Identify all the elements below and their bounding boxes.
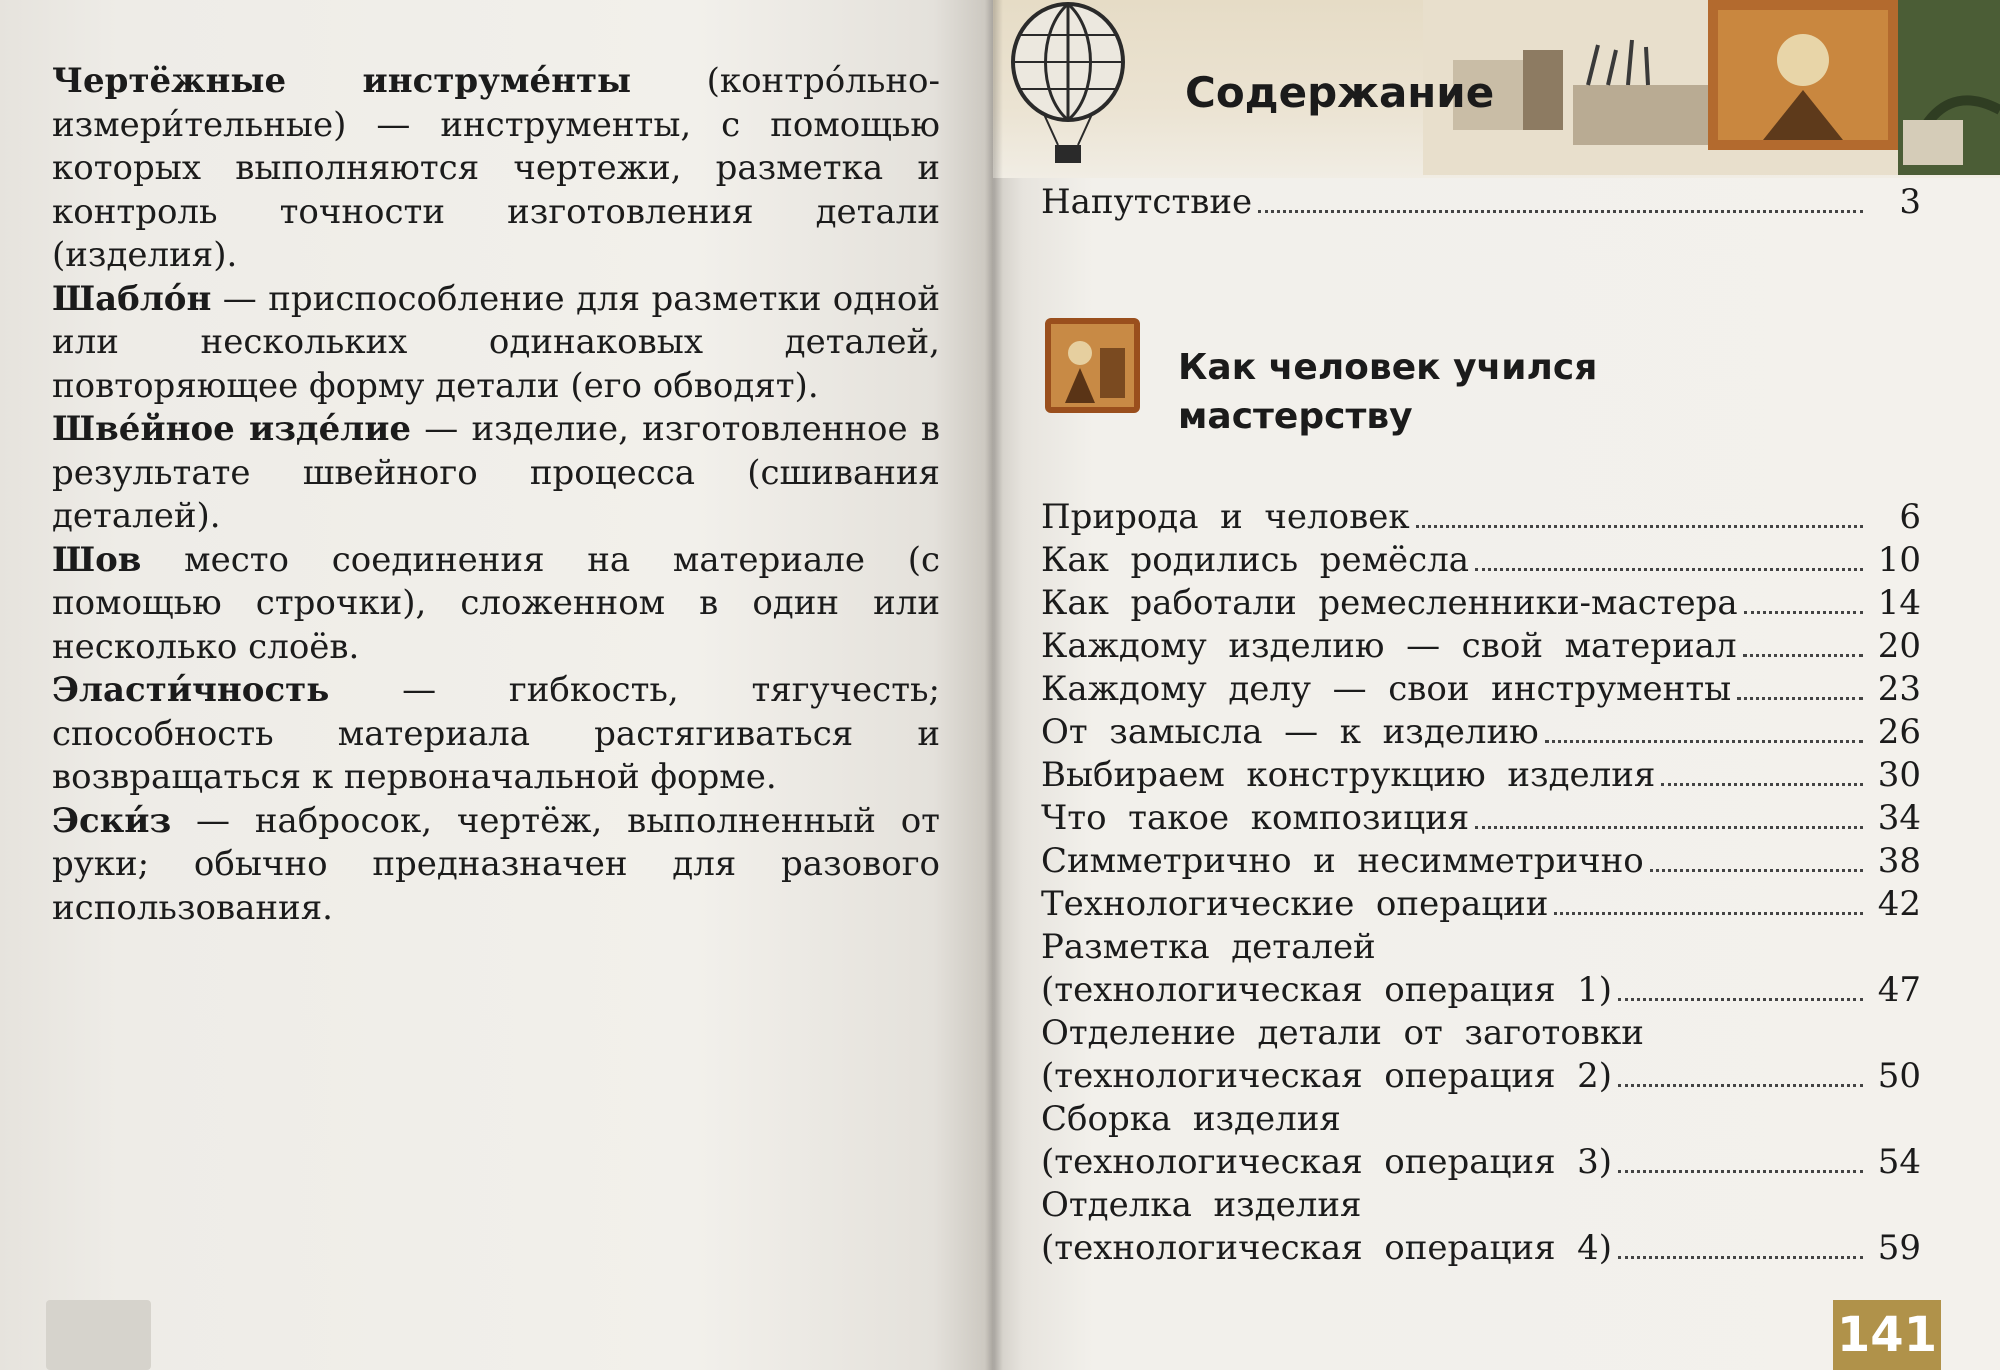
section-illustration-icon [1045,318,1140,413]
toc-row[interactable] [1041,1013,1921,1057]
toc-page-number: 3 [1899,182,1921,222]
toc-row[interactable] [1041,798,1921,842]
toc-title: Напутствие [1041,182,1253,222]
book-gutter [985,0,1003,1370]
toc-title: Отделение детали от заготовки [1041,1013,1644,1053]
toc-leader-dots [1737,696,1863,700]
toc-title: (технологическая операция 2) [1041,1056,1613,1096]
toc-title: Разметка деталей [1041,927,1376,967]
glossary-term: Эласти́чность [52,670,330,710]
section-title-line: мастерству [1178,396,1413,437]
toc-title: Как родились ремёсла [1041,540,1470,580]
toc-row[interactable] [1041,970,1921,1014]
toc-title: (технологическая операция 1) [1041,970,1613,1010]
toc-leader-dots [1618,997,1863,1001]
toc-page-number: 23 [1877,669,1921,709]
toc-page-number: 26 [1877,712,1921,752]
toc-leader-dots [1618,1169,1863,1173]
toc-page-number: 50 [1877,1056,1921,1096]
hot-air-balloon-icon [1003,0,1133,170]
glossary-definition: — гибкость, тягучесть; способность материала растягиваться и возвращаться к первоначальной форме. [52,670,940,797]
glossary-entry [52,539,940,670]
glossary-term: Шве́йное изде́лие [52,409,412,449]
toc-title: От замысла — к изделию [1041,712,1539,752]
toc-page-number: 38 [1877,841,1921,881]
toc-leader-dots [1618,1255,1863,1259]
craftsman-collage-image [1423,0,2000,175]
toc-spacer [1650,1043,1863,1044]
toc-page-number: 54 [1877,1142,1921,1182]
toc-row[interactable] [1041,497,1921,541]
toc-leader-dots [1618,1083,1863,1087]
toc-page-number: 42 [1877,884,1921,924]
toc-title: (технологическая операция 3) [1041,1142,1613,1182]
section-title [1178,343,1597,441]
toc-title: Симметрично и несимметрично [1041,841,1644,881]
toc-row[interactable] [1041,626,1921,670]
glossary-term: Шов [52,539,142,580]
toc-leader-dots [1661,782,1863,786]
glossary [52,60,940,930]
glossary-entry [52,408,940,539]
right-page [993,0,2000,1370]
toc-row[interactable] [1041,1056,1921,1100]
toc-title: Сборка изделия [1041,1099,1341,1139]
toc-title: Каждому изделию — свой материал [1041,626,1737,666]
glossary-entry [52,278,940,409]
toc-leader-dots [1475,825,1863,829]
toc-spacer [1347,1129,1863,1130]
toc-title: Отделка изделия [1041,1185,1362,1225]
glossary-definition: (контро́льно-измери́тельные) — инструменты, с помощью которых выполняются чертежи, разметка и контроль точности изготовления детали (изделия). [52,61,940,275]
toc-leader-dots [1744,610,1863,614]
glossary-definition: — изделие, изготовленное в результате швейного процесса (сшивания деталей). [52,409,940,536]
toc-row[interactable] [1041,1185,1921,1229]
toc-page-number: 10 [1877,540,1921,580]
toc-leader-dots [1416,524,1863,528]
toc-page-number: 20 [1877,626,1921,666]
glossary-entry [52,60,940,278]
toc-title: Что такое композиция [1041,798,1470,838]
toc-title: Технологические операции [1041,884,1549,924]
toc-title: Как работали ремесленники-мастера [1041,583,1738,623]
toc-page-number: 30 [1877,755,1921,795]
toc-leader-dots [1554,911,1863,915]
toc-row[interactable] [1041,540,1921,584]
toc-title: Каждому делу — свои инструменты [1041,669,1732,709]
toc-title: (технологическая операция 4) [1041,1228,1613,1268]
toc-row[interactable] [1041,755,1921,799]
toc-row[interactable] [1041,1228,1921,1272]
toc-leader-dots [1650,868,1863,872]
toc-title: Выбираем конструкцию изделия [1041,755,1656,795]
toc-leader-dots [1545,739,1863,743]
toc-row[interactable] [1041,669,1921,713]
toc-row[interactable] [1041,841,1921,885]
glossary-definition: — приспособление для разметки одной или нескольких одинаковых деталей, повторяющее форму детали (его обводят). [52,278,940,406]
section-title-line: Как человек учился [1178,347,1598,388]
toc-page-number: 6 [1899,497,1921,537]
page-corner-decoration [46,1300,151,1370]
toc-leader-dots [1475,567,1863,571]
page-number-badge: 141 [1833,1300,1941,1370]
toc-spacer [1382,957,1863,958]
toc-page-number: 34 [1877,798,1921,838]
toc-leader-dots [1258,209,1863,213]
toc-page-number: 59 [1877,1228,1921,1268]
toc-page-number: 14 [1877,583,1921,623]
toc-row-intro[interactable] [1041,182,1921,226]
glossary-definition: — набросок, чертёж, выполненный от руки; обычно предназначен для разового использования. [52,800,940,928]
toc-row[interactable] [1041,712,1921,756]
glossary-term: Эски́з [52,800,172,841]
toc-row[interactable] [1041,927,1921,971]
toc-page-number: 47 [1877,970,1921,1010]
left-page [0,0,993,1370]
glossary-entry [52,669,940,800]
toc-row[interactable] [1041,884,1921,928]
page-title: Содержание [1185,68,1495,117]
glossary-definition: место соединения на материале (с помощью строчки), сложенном в один или несколько слоёв. [52,539,940,667]
glossary-entry [52,800,940,931]
toc-row[interactable] [1041,1142,1921,1186]
toc-title: Природа и человек [1041,497,1410,537]
toc-spacer [1367,1215,1863,1216]
glossary-term: Чертёжные инструме́нты [52,61,632,101]
toc-row[interactable] [1041,583,1921,627]
toc-leader-dots [1743,653,1863,657]
toc-row[interactable] [1041,1099,1921,1143]
glossary-term: Шабло́н [52,278,212,319]
